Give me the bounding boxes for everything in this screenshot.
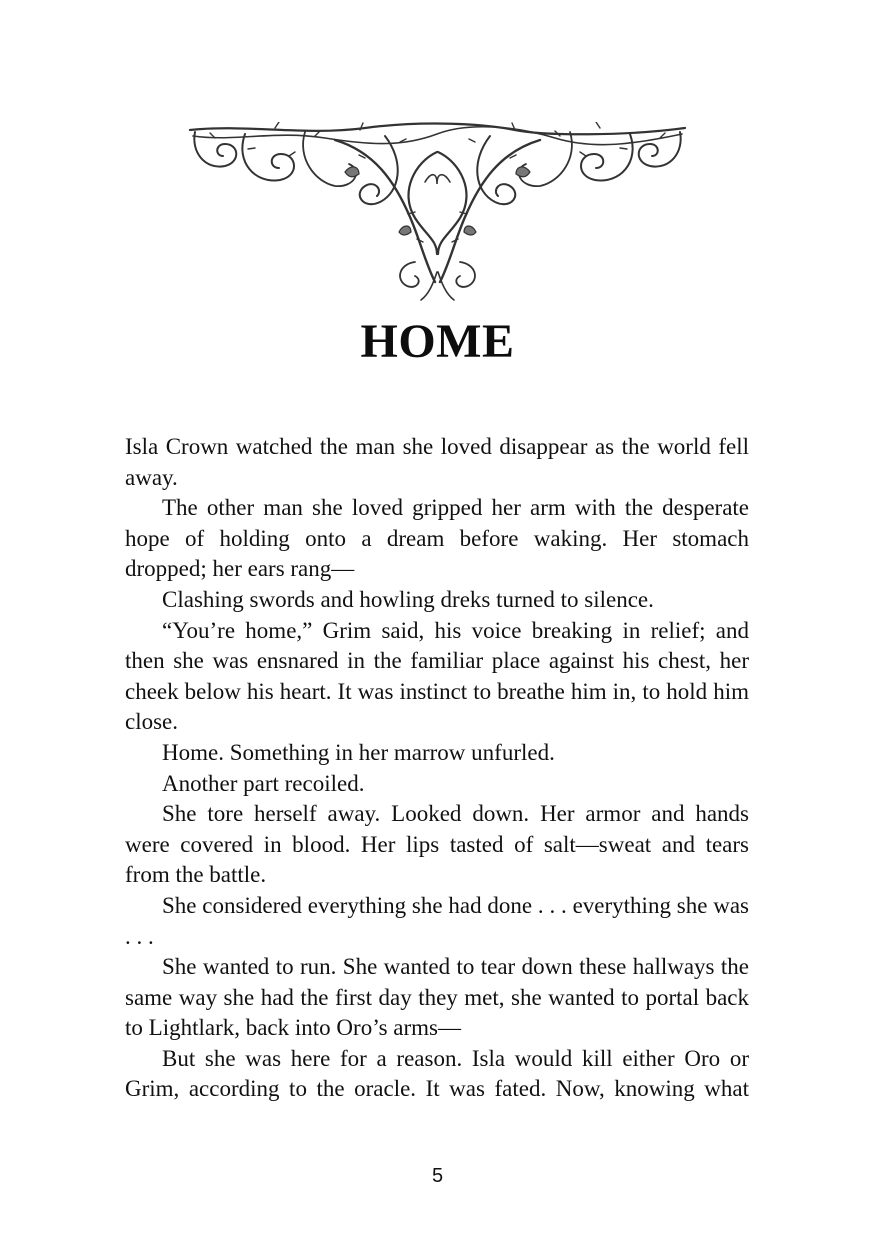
chapter-title: HOME xyxy=(360,315,515,368)
paragraph-2: The other man she loved gripped her arm with the desperate hope of holding onto a dream before waking. Her stomach dropped; her ears rang— xyxy=(125,495,749,582)
paragraph-7: She tore herself away. Looked down. Her armor and hands were covered in blood. Her lips tasted of salt—sweat and tears from the battle. xyxy=(125,801,749,888)
paragraph-8: She considered everything she had done . . . everything she was . . . xyxy=(125,892,749,949)
paragraph-5: Home. Something in her marrow unfurled. xyxy=(162,739,555,765)
page-number: 5 xyxy=(431,1165,444,1187)
thorny-vine-ornament-icon xyxy=(185,122,690,304)
paragraph-10: But she was here for a reason. Isla would kill either Oro or Grim, according to the oracle. It was fated. Now, knowing what xyxy=(125,1045,749,1102)
paragraph-9: She wanted to run. She wanted to tear down these hallways the same way she had the first day they met, she wanted to portal back to Lightlark, back into Oro’s arms— xyxy=(125,954,749,1041)
chapter-body xyxy=(125,432,749,1105)
paragraph-6: Another part recoiled. xyxy=(162,770,365,796)
paragraph-1: Isla Crown watched the man she loved disappear as the world fell away. xyxy=(125,434,749,490)
paragraph-4: “You’re home,” Grim said, his voice breaking in relief; and then she was ensnared in the familiar place against his chest, her cheek below his heart. It was instinct to breathe him in, to hold him close. xyxy=(125,617,749,735)
paragraph-3: Clashing swords and howling dreks turned to silence. xyxy=(162,586,654,612)
